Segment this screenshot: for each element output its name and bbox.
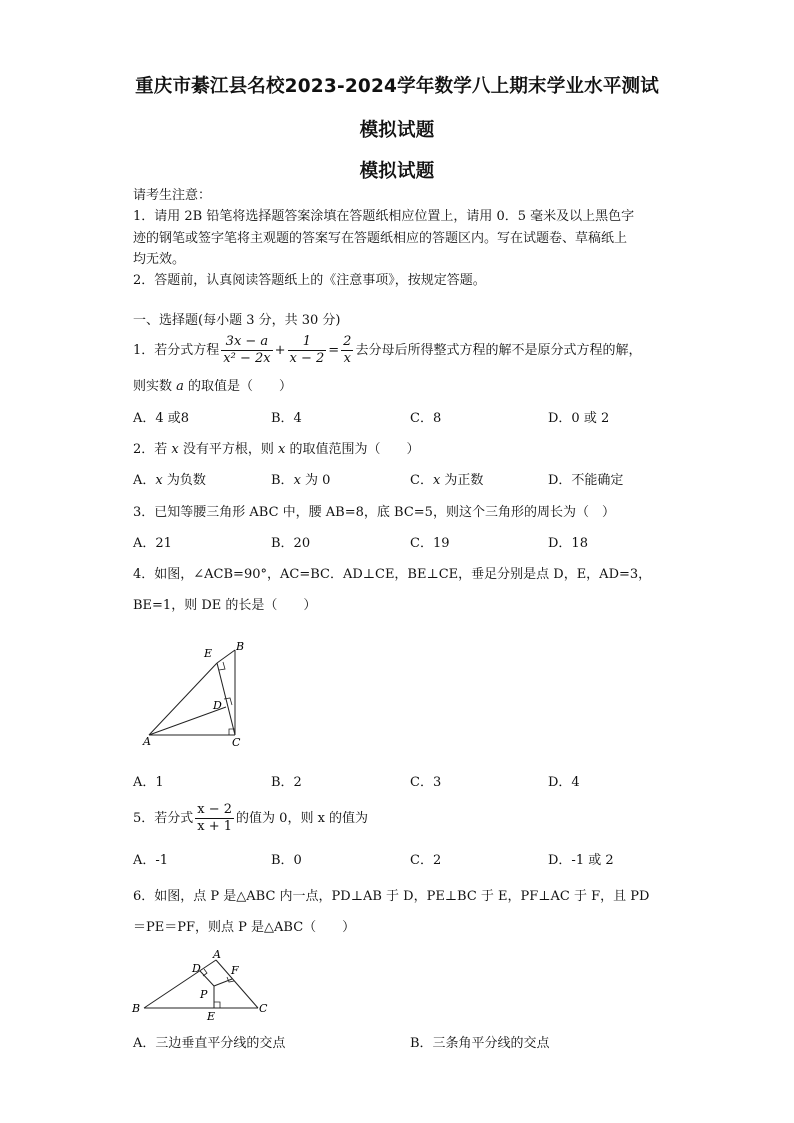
q2-c-var: x [432, 473, 441, 488]
q4-option-d[interactable]: D．4 [548, 775, 580, 790]
question-6-line2: ＝PE＝PF，则点 P 是△ABC（ ） [133, 920, 356, 935]
q5-fraction [195, 802, 234, 835]
q4-label-d: D [213, 699, 222, 712]
q5-f-den: x + 1 [197, 819, 233, 834]
question-3: 3．已知等腰三角形 ABC 中，腰 AB=8，底 BC=5，则这个三角形的周长为（ ） [133, 505, 615, 520]
q6-label-a: A [213, 948, 221, 961]
q1-line2-b: 的取值是（ ） [183, 379, 293, 394]
q6-label-p: P [200, 988, 208, 1001]
q2-c: 的取值范围为（ ） [285, 442, 420, 457]
q1-fraction-3 [341, 334, 353, 367]
q1-f1-den: x² − 2x [223, 351, 271, 366]
q2-b-var: x [293, 473, 301, 488]
q2-b-label: B． [271, 473, 294, 488]
q2-b-text: 为 0 [300, 473, 331, 488]
q1-option-d[interactable]: D．0 或 2 [548, 411, 610, 426]
question-1-line2 [133, 379, 292, 395]
q2-a: 2．若 [133, 442, 172, 457]
q6-label-b: B [132, 1002, 141, 1015]
q1-fraction-2 [288, 334, 327, 367]
q4-seg-ae [149, 663, 217, 735]
q4-label-c: C [232, 736, 241, 749]
q6-label-f: F [231, 964, 239, 977]
exam-title: 重庆市綦江县名校2023-2024学年数学八上期末学业水平测试 [135, 76, 659, 97]
q6-seg-pf [214, 979, 232, 986]
question-4-line2: BE=1，则 DE 的长是（ ） [133, 598, 317, 613]
q3-option-b[interactable]: B．20 [271, 536, 311, 551]
notice-head: 请考生注意： [133, 188, 212, 203]
q4-option-a[interactable]: A．1 [133, 775, 164, 790]
q6-label-e: E [207, 1010, 216, 1023]
exam-subtitle-repeat: 模拟试题 [359, 161, 435, 182]
q2-option-d[interactable]: D．不能确定 [548, 473, 624, 488]
q6-figure [128, 946, 278, 1024]
q4-seg-eb [217, 650, 235, 663]
q2-var-1: x [171, 442, 179, 457]
q5-f-num: x − 2 [197, 802, 233, 817]
q1-option-b[interactable]: B．4 [271, 411, 302, 426]
q3-option-c[interactable]: C．19 [410, 536, 450, 551]
notice-item-1b: 迹的钢笔或签字笔将主观题的答案写在答题纸相应的答题区内。写在试题卷、草稿纸上 [133, 231, 628, 246]
q2-a-var: x [155, 473, 163, 488]
question-5 [133, 800, 368, 838]
q1-var-a: a [176, 379, 184, 394]
q4-option-c[interactable]: C．3 [410, 775, 442, 790]
q2-a-label: A． [133, 473, 156, 488]
q4-right-angle-d [224, 698, 232, 705]
q5-prefix: 5．若分式 [133, 811, 194, 826]
q2-c-text: 为正数 [440, 473, 484, 488]
question-4: 4．如图，∠ACB=90°，AC=BC．AD⊥CE，BE⊥CE，垂足分别是点 D，E，AD=3， [133, 567, 652, 582]
q1-option-c[interactable]: C．8 [410, 411, 442, 426]
question-6: 6．如图，点 P 是△ABC 内一点，PD⊥AB 于 D，PE⊥BC 于 E，PF⊥AC 于 F，且 PD [133, 889, 650, 904]
q6-label-c: C [259, 1002, 268, 1015]
q1-f1-num: 3x − a [221, 334, 272, 351]
q6-label-d: D [192, 962, 201, 975]
q4-right-angle-e [219, 662, 225, 670]
q1-prefix: 1．若分式方程 [133, 343, 220, 358]
q2-b: 没有平方根，则 [178, 442, 279, 457]
q5-option-d[interactable]: D．-1 或 2 [548, 853, 614, 868]
q2-c-label: C． [410, 473, 433, 488]
q4-option-b[interactable]: B．2 [271, 775, 302, 790]
q2-option-c[interactable] [410, 473, 483, 489]
q2-var-2: x [278, 442, 286, 457]
q5-option-c[interactable]: C．2 [410, 853, 442, 868]
q1-f2-den: x − 2 [289, 351, 325, 366]
q1-fraction-1 [221, 334, 272, 367]
q6-right-angle-e [214, 1002, 220, 1008]
q3-option-a[interactable]: A．21 [133, 536, 172, 551]
notice-item-1c: 均无效。 [133, 252, 186, 267]
q2-option-a[interactable] [133, 473, 206, 489]
q4-label-a: A [143, 735, 151, 748]
q6-option-b[interactable]: B．三条角平分线的交点 [410, 1036, 550, 1051]
question-2 [133, 442, 420, 458]
q3-option-d[interactable]: D．18 [548, 536, 588, 551]
q6-option-a[interactable]: A．三边垂直平分线的交点 [133, 1036, 286, 1051]
notice-item-1a: 1．请用 2B 铅笔将选择题答案涂填在答题纸相应位置上，请用 0．5 毫米及以上黑色字 [133, 209, 635, 224]
q1-f3-den: x [343, 351, 351, 366]
notice-item-2: 2．答题前，认真阅读答题纸上的《注意事项》，按规定答题。 [133, 273, 486, 288]
q4-figure [140, 636, 260, 751]
q5-suffix: 的值为 0，则 x 的值为 [236, 811, 369, 826]
section-heading: 一、选择题(每小题 3 分，共 30 分) [133, 313, 341, 328]
q1-f3-num: 2 [343, 334, 352, 349]
q1-equals: = [328, 343, 340, 358]
q4-label-b: B [236, 640, 245, 653]
q4-label-e: E [204, 647, 213, 660]
q1-option-a[interactable]: A．4 或8 [133, 411, 190, 426]
q1-plus: + [274, 343, 286, 358]
q2-option-b[interactable] [271, 473, 330, 489]
q5-option-a[interactable]: A．-1 [133, 853, 169, 868]
exam-subtitle: 模拟试题 [359, 120, 435, 141]
question-1 [133, 333, 641, 369]
q1-suffix: 去分母后所得整式方程的解不是原分式方程的解， [355, 343, 642, 358]
q5-option-b[interactable]: B．0 [271, 853, 302, 868]
q1-line2-a: 则实数 [133, 379, 177, 394]
q2-a-text: 为负数 [162, 473, 206, 488]
q1-f2-num: 1 [288, 334, 327, 351]
